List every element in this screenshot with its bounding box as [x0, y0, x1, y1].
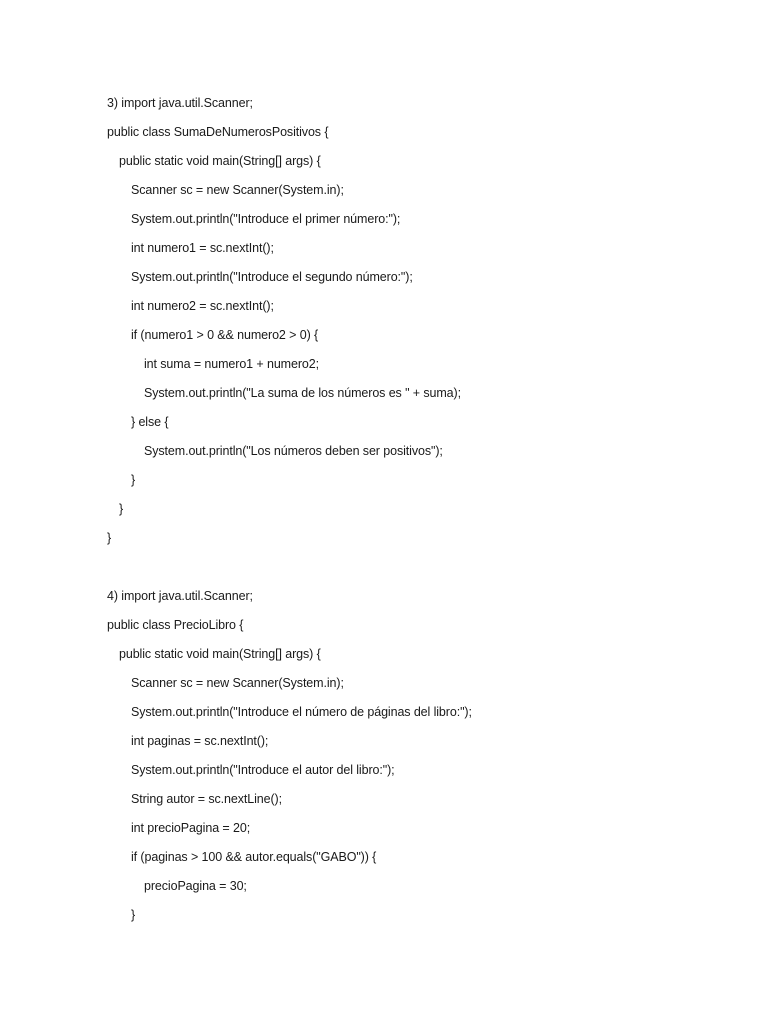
code-line-ex3-main-decl: public static void main(String[] args) { [119, 154, 321, 168]
code-line-ex3-prompt-second: System.out.println("Introduce el segundo número:"); [131, 270, 413, 284]
code-line-ex4-read-pages: int paginas = sc.nextInt(); [131, 734, 269, 748]
code-line-ex4-close-if: } [131, 908, 136, 922]
code-line-ex3-print-error: System.out.println("Los números deben ser positivos"); [144, 444, 443, 458]
code-line-ex4-class-decl: public class PrecioLibro { [107, 618, 244, 632]
code-line-ex3-sum: int suma = numero1 + numero2; [144, 357, 319, 371]
code-line-ex3-read-first: int numero1 = sc.nextInt(); [131, 241, 274, 255]
code-line-ex3-import: 3) import java.util.Scanner; [107, 96, 253, 110]
code-line-ex3-prompt-first: System.out.println("Introduce el primer número:"); [131, 212, 401, 226]
code-line-ex4-if: if (paginas > 100 && autor.equals("GABO")) { [131, 850, 377, 864]
code-line-ex4-scanner: Scanner sc = new Scanner(System.in); [131, 676, 344, 690]
code-line-ex3-class-decl: public class SumaDeNumerosPositivos { [107, 125, 329, 139]
code-line-ex4-read-author: String autor = sc.nextLine(); [131, 792, 282, 806]
code-line-ex4-prompt-author: System.out.println("Introduce el autor del libro:"); [131, 763, 395, 777]
code-line-ex4-import: 4) import java.util.Scanner; [107, 589, 253, 603]
code-line-ex3-read-second: int numero2 = sc.nextInt(); [131, 299, 274, 313]
code-line-ex3-else: } else { [131, 415, 169, 429]
code-line-ex3-scanner: Scanner sc = new Scanner(System.in); [131, 183, 344, 197]
code-line-ex4-price-set: precioPagina = 30; [144, 879, 247, 893]
code-line-ex4-prompt-pages: System.out.println("Introduce el número de páginas del libro:"); [131, 705, 472, 719]
code-line-ex3-print-sum: System.out.println("La suma de los números es " + suma); [144, 386, 461, 400]
section-spacer [107, 553, 727, 582]
code-line-ex3-close-main: } [119, 502, 124, 516]
code-line-ex4-price-default: int precioPagina = 20; [131, 821, 251, 835]
code-line-ex3-close-class: } [107, 531, 112, 545]
code-line-ex4-main-decl: public static void main(String[] args) { [119, 647, 321, 661]
code-listing [107, 89, 727, 930]
code-line-ex3-close-if: } [131, 473, 136, 487]
code-line-ex3-if: if (numero1 > 0 && numero2 > 0) { [131, 328, 319, 342]
